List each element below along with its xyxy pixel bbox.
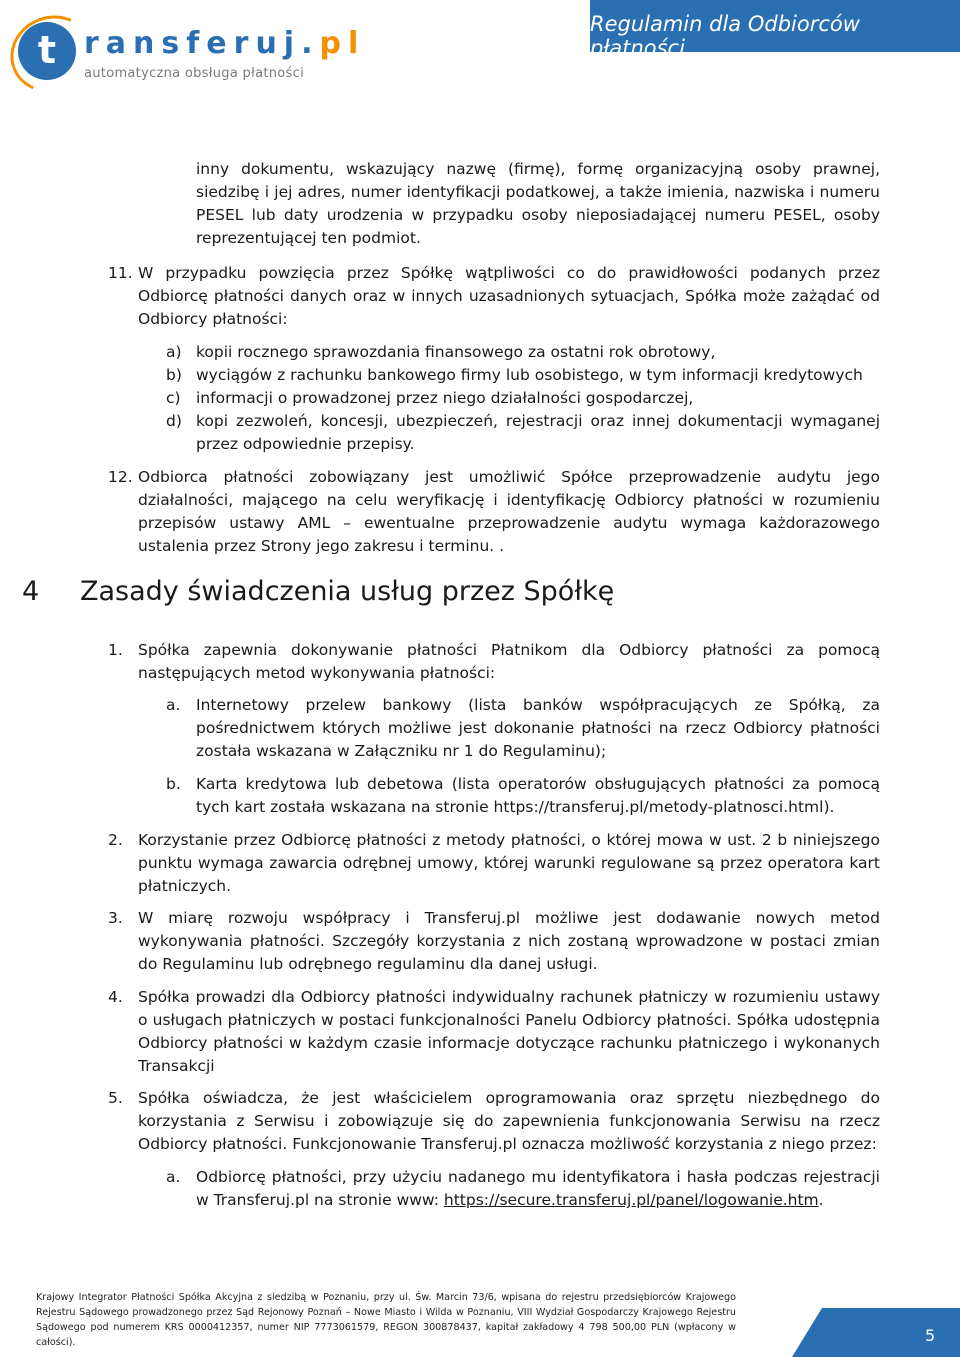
subitem-marker: b) (166, 366, 182, 384)
page-number: 5 (925, 1326, 936, 1345)
item-number: 2. (108, 831, 123, 849)
subitem-marker: a) (166, 343, 182, 361)
subitem-text: Odbiorcę płatności, przy użyciu nadanego mu identyfikatora i hasła podczas rejestracji w Transferuj.pl na stronie www: https://secure.transferuj.pl/panel/logowanie.htm. (196, 1168, 880, 1209)
login-link[interactable]: https://secure.transferuj.pl/panel/logowanie.htm (443, 1191, 819, 1209)
item-11-text: W przypadku powzięcia przez Spółkę wątpliwości co do prawidłowości podanych przez Odbiorcę płatności danych oraz w innych uzasadnionych sytuacjach, Spółka może zażądać od Odbiorcy płatności: (138, 264, 880, 328)
section-item-text: Spółka prowadzi dla Odbiorcy płatności indywidualny rachunek płatniczy w rozumieniu ustawy o usługach płatniczych w postaci funkcjonalności Panelu Odbiorcy płatności. Spółka udostępnia Odbiorcy płatności w każdym czasie informacje dotyczące rachunku płatniczego i wykonanych Transakcji (138, 988, 880, 1075)
header-banner (590, 0, 960, 60)
subitem-text: informacji o prowadzonej przez niego działalności gospodarczej, (196, 389, 694, 407)
section-number: 4 (22, 576, 40, 607)
document-title: Regulamin dla Odbiorców płatności (590, 12, 860, 60)
subitem-text: kopi zezwoleń, koncesji, ubezpieczeń, rejestracji oraz innej dokumentacji wymaganej przez odpowiednie przepisy. (196, 412, 880, 453)
subitem-marker: c) (166, 389, 181, 407)
logo-tagline: automatyczna obsługa płatności (84, 66, 304, 81)
subitem-marker: d) (166, 412, 182, 430)
section-item-text: Spółka oświadcza, że jest właścicielem oprogramowania oraz sprzętu niezbędnego do korzystania z Serwisu i zobowiązuje się do zapewnienia funkcjonowania Serwisu na rzecz Odbiorcy płatności. Funkcjonowanie Transferuj.pl oznacza możliwość korzystania z niego przez: (138, 1089, 880, 1153)
subitem-text: Karta kredytowa lub debetowa (lista operatorów obsługujących płatności za pomocą tych kart została wskazana na stronie https://transferuj.pl/metody-platnosci.html). (196, 775, 880, 816)
intro-paragraph: inny dokumentu, wskazujący nazwę (firmę), formę organizacyjną osoby prawnej, siedzibę i jej adres, numer identyfikacji podatkowej, a także imienia, nazwiska i numeru PESEL lub daty urodzenia w przypadku osoby nieposiadającej numeru PESEL, osoby reprezentującej ten podmiot. (196, 160, 880, 247)
subitem-marker: b. (166, 775, 181, 793)
item-number: 4. (108, 988, 123, 1006)
page-tab-corner (792, 1308, 822, 1357)
subitem-text: kopii rocznego sprawozdania finansowego za ostatni rok obrotowy, (196, 343, 716, 361)
company-footer: Krajowy Integrator Płatności Spółka Akcyjna z siedzibą w Poznaniu, przy ul. Św. Marcin 73/6, wpisana do rejestru przedsiębiorców Krajowego Rejestru Sądowego prowadzonego przez Sąd Rejonowy Poznań – Nowe Miasto i Wilda w Poznaniu, VIII Wydział Gospodarczy Krajowego Rejestru Sądowego pod numerem KRS 0000412357, numer NIP 7773061579, REGON 300878437, kapitał zakładowy 4 798 500,00 PLN (wpłacony w całości). (36, 1292, 736, 1348)
logo-icon: t (18, 22, 76, 80)
item-number: 5. (108, 1089, 123, 1107)
item-number: 12. (108, 468, 133, 486)
subitem-text: wyciągów z rachunku bankowego firmy lub osobistego, w tym informacji kredytowych (196, 366, 863, 384)
subitem-text: Internetowy przelew bankowy (lista banków współpracujących ze Spółką, za pośrednictwem których możliwe jest dokonanie płatności na rzecz Odbiorcy płatności została wskazana w Załączniku nr 1 do Regulaminu); (196, 696, 880, 760)
logo-wordmark: ransferuj.pl (84, 26, 366, 61)
item-number: 3. (108, 909, 123, 927)
item-number: 1. (108, 641, 123, 659)
section-item-text: Korzystanie przez Odbiorcę płatności z metody płatności, o której mowa w ust. 2 b niniejszego punktu wymaga zawarcia odrębnej umowy, której warunki regulowane są przez operatora kart płatniczych. (138, 831, 880, 895)
subitem-marker: a. (166, 1168, 181, 1186)
item-number: 11. (108, 264, 133, 282)
section-heading: Zasady świadczenia usług przez Spółkę (80, 576, 615, 607)
page-header (0, 0, 960, 92)
section-item-text: W miarę rozwoju współpracy i Transferuj.pl możliwe jest dodawanie nowych metod wykonywania płatności. Szczegóły korzystania z nich zostaną wprowadzone w postaci zmian do Regulaminu lub odrębnego regulaminu dla danej usługi. (138, 909, 880, 973)
subitem-marker: a. (166, 696, 181, 714)
section-item-text: Spółka zapewnia dokonywanie płatności Płatnikom dla Odbiorcy płatności za pomocą następujących metod wykonywania płatności: (138, 641, 880, 682)
item-12-text: Odbiorca płatności zobowiązany jest umożliwić Spółce przeprowadzenie audytu jego działalności, mającego na celu weryfikację i identyfikację Odbiorcy płatności w rozumieniu przepisów ustawy AML – ewentualne przeprowadzenie audytu wymaga każdorazowego ustalenia przez Strony jego zakresu i terminu. . (138, 468, 880, 555)
